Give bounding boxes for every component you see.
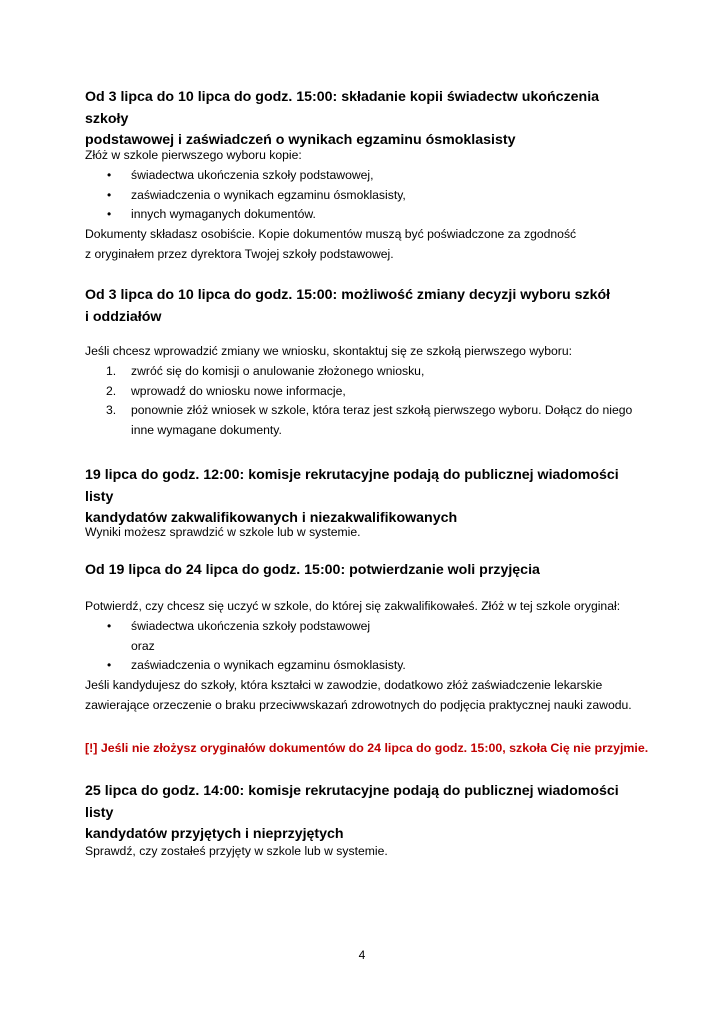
section-copies [85,87,645,152]
bullet-icon: • [107,187,112,202]
section-heading: Od 3 lipca do 10 lipca do godz. 15:00: możliwość zmiany decyzji wyboru szkół i oddziałów [85,287,611,325]
bullet-list [85,617,645,637]
list-item: 1. zwróć się do komisji o anulowanie złożonego wniosku, [85,362,645,382]
page-number: 4 [358,948,366,962]
list-item: • innych wymaganych dokumentów. [85,205,645,225]
list-number: 2. [106,383,117,398]
section-confirmation-body [85,597,645,716]
heading-line: Od 3 lipca do 10 lipca do godz. 15:00: składanie kopii świadectw ukończenia szkoły [85,89,600,127]
section-heading: Od 19 lipca do 24 lipca do godz. 15:00: potwierdzanie woli przyjęcia [85,562,540,578]
body-text: Wyniki możesz sprawdzić w szkole lub w systemie. [85,525,361,539]
outro-text: Jeśli kandydujesz do szkoły, która kształci w zawodzie, dodatkowo złóż zaświadczenie lekarskie zawierające orzeczenie o braku przeciwwskazań zdrowotnych do podjęcia praktycznej nauki zawodu. [85,678,632,712]
bullet-icon: • [107,658,112,673]
list-number: 1. [106,363,117,378]
list-item: • świadectwa ukończenia szkoły podstawowej [85,617,645,637]
section-heading: 19 lipca do godz. 12:00: komisje rekrutacyjne podają do publicznej wiadomości listy kandydatów zakwalifikowanych i niezakwalifikowanych [85,467,619,526]
section-copies-body [85,146,645,265]
section-change-decision [85,285,645,328]
numbered-list [85,362,645,441]
section-admitted-lists-body [85,842,645,862]
section-admitted-lists [85,781,645,846]
section-change-decision-body [85,342,645,441]
list-item: • zaświadczenia o wynikach egzaminu ósmoklasisty, [85,186,645,206]
list-number: 3. [106,403,117,418]
section-confirmation [85,560,645,582]
intro-text: Złóż w szkole pierwszego wyboru kopie: [85,148,302,162]
list-item: 2. wprowadź do wniosku nowe informacje, [85,382,645,402]
warning-text: [!] Jeśli nie złożysz oryginałów dokumentów do 24 lipca do godz. 15:00, szkoła Cię nie przyjmie. [85,741,649,755]
list-item: • zaświadczenia o wynikach egzaminu ósmoklasisty. [85,656,645,676]
outro-text: Dokumenty składasz osobiście. Kopie dokumentów muszą być poświadczone za zgodność z oryginałem przez dyrektora Twojej szkoły podstawowej. [85,227,577,261]
section-qualified-lists-body [85,523,645,543]
list-item: 3. ponownie złóż wniosek w szkole, która teraz jest szkołą pierwszego wyboru. Dołącz do niego inne wymagane dokumenty. [106,403,633,438]
section-heading [85,87,645,152]
bullet-icon: • [107,207,112,222]
intro-text: Potwierdź, czy chcesz się uczyć w szkole, do której się zakwalifikowałeś. Złóż w tej szkole oryginał: [85,599,621,613]
list-item: • świadectwa ukończenia szkoły podstawowej, [85,166,645,186]
connector-text: oraz [131,638,155,653]
warning-block [85,739,665,759]
section-qualified-lists [85,465,645,530]
bullet-list [85,166,645,225]
body-text: Sprawdź, czy zostałeś przyjęty w szkole lub w systemie. [85,844,388,858]
bullet-list [85,656,645,676]
section-heading: 25 lipca do godz. 14:00: komisje rekrutacyjne podają do publicznej wiadomości listy kandydatów przyjętych i nieprzyjętych [85,783,619,842]
heading-line: podstawowej i zaświadczeń o wynikach egzaminu ósmoklasisty [85,132,516,148]
bullet-icon: • [107,618,112,633]
bullet-icon: • [107,167,112,182]
intro-text: Jeśli chcesz wprowadzić zmiany we wniosku, skontaktuj się ze szkołą pierwszego wyboru: [85,344,573,358]
